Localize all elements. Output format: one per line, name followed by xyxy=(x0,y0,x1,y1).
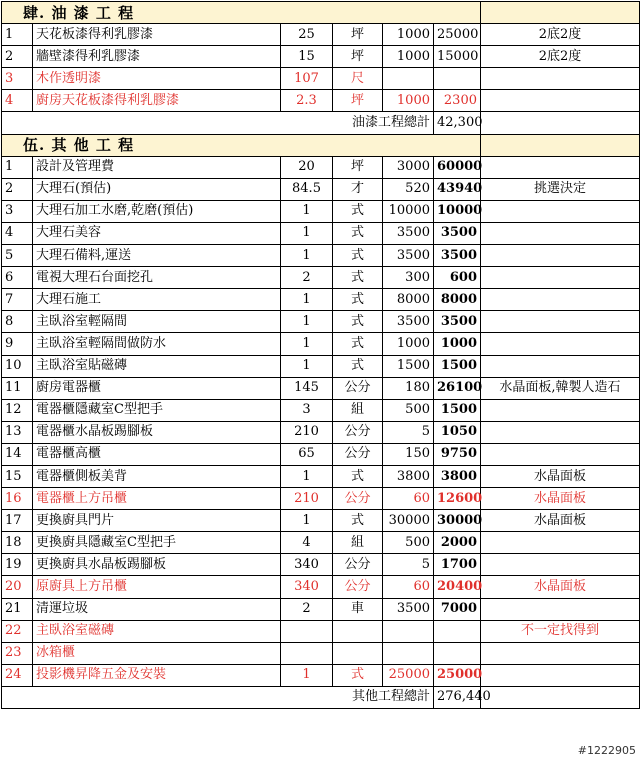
unit-price: 3500 xyxy=(383,311,434,333)
note xyxy=(481,311,640,333)
quantity: 1 xyxy=(281,510,333,532)
unit: 公分 xyxy=(333,377,383,399)
unit: 公分 xyxy=(333,554,383,576)
total-value: 276,440 xyxy=(434,686,481,708)
amount: 600 xyxy=(434,267,481,289)
note: 水晶面板,韓製人造石 xyxy=(481,377,640,399)
table-row xyxy=(2,178,640,200)
row-number: 22 xyxy=(2,620,33,642)
note xyxy=(481,156,640,178)
amount: 3500 xyxy=(434,311,481,333)
unit-price: 1000 xyxy=(383,46,434,68)
note xyxy=(481,267,640,289)
item-name: 主臥浴室貼磁磚 xyxy=(33,355,281,377)
item-name: 主臥浴室輕隔間 xyxy=(33,311,281,333)
item-name: 大理石(預估) xyxy=(33,178,281,200)
item-name: 大理石美容 xyxy=(33,222,281,244)
note: 水晶面板 xyxy=(481,510,640,532)
item-name: 清運垃圾 xyxy=(33,598,281,620)
table-row xyxy=(2,598,640,620)
table-row xyxy=(2,200,640,222)
other-section-header xyxy=(2,134,640,156)
unit-price: 500 xyxy=(383,399,434,421)
row-number: 1 xyxy=(2,24,33,46)
table-row xyxy=(2,576,640,598)
row-number: 14 xyxy=(2,443,33,465)
item-name: 大理石加工水磨,乾磨(預估) xyxy=(33,200,281,222)
amount: 3500 xyxy=(434,245,481,267)
amount: 25000 xyxy=(434,664,481,686)
quantity: 145 xyxy=(281,377,333,399)
item-name: 冰箱櫃 xyxy=(33,642,281,664)
quantity: 210 xyxy=(281,488,333,510)
unit-price: 30000 xyxy=(383,510,434,532)
unit: 公分 xyxy=(333,421,383,443)
row-number: 17 xyxy=(2,510,33,532)
unit: 才 xyxy=(333,178,383,200)
amount: 2300 xyxy=(434,90,481,112)
row-number: 4 xyxy=(2,90,33,112)
quantity: 107 xyxy=(281,68,333,90)
total-label: 油漆工程總計 xyxy=(2,112,434,134)
amount xyxy=(434,642,481,664)
unit-price: 1500 xyxy=(383,355,434,377)
quantity: 1 xyxy=(281,245,333,267)
quantity: 15 xyxy=(281,46,333,68)
row-number: 16 xyxy=(2,488,33,510)
note xyxy=(481,532,640,554)
table-row xyxy=(2,443,640,465)
row-number: 24 xyxy=(2,664,33,686)
amount: 43940 xyxy=(434,178,481,200)
quantity: 340 xyxy=(281,576,333,598)
item-name: 投影機昇降五金及安裝 xyxy=(33,664,281,686)
unit: 公分 xyxy=(333,488,383,510)
item-name: 廚房天花板漆得利乳膠漆 xyxy=(33,90,281,112)
unit-price: 520 xyxy=(383,178,434,200)
total-label: 其他工程總計 xyxy=(2,686,434,708)
note xyxy=(481,68,640,90)
unit: 式 xyxy=(333,289,383,311)
other-total-section xyxy=(2,686,640,708)
unit xyxy=(333,620,383,642)
row-number: 1 xyxy=(2,156,33,178)
row-number: 7 xyxy=(2,289,33,311)
row-number: 12 xyxy=(2,399,33,421)
note xyxy=(481,443,640,465)
unit: 坪 xyxy=(333,24,383,46)
note: 水晶面板 xyxy=(481,488,640,510)
unit: 坪 xyxy=(333,90,383,112)
unit: 車 xyxy=(333,598,383,620)
table-row xyxy=(2,642,640,664)
unit-price: 3500 xyxy=(383,245,434,267)
row-number: 3 xyxy=(2,68,33,90)
unit-price: 300 xyxy=(383,267,434,289)
amount: 1500 xyxy=(434,355,481,377)
row-number: 19 xyxy=(2,554,33,576)
unit-price: 60 xyxy=(383,488,434,510)
quantity: 25 xyxy=(281,24,333,46)
unit-price: 5 xyxy=(383,421,434,443)
unit-price: 10000 xyxy=(383,200,434,222)
note xyxy=(481,200,640,222)
quantity: 3 xyxy=(281,399,333,421)
unit-price: 1000 xyxy=(383,90,434,112)
unit-price: 3500 xyxy=(383,222,434,244)
table-row xyxy=(2,90,640,112)
unit-price: 180 xyxy=(383,377,434,399)
table-row xyxy=(2,46,640,68)
quantity: 340 xyxy=(281,554,333,576)
quotation-table xyxy=(1,1,640,709)
table-row xyxy=(2,377,640,399)
table-row xyxy=(2,311,640,333)
note xyxy=(481,333,640,355)
quantity xyxy=(281,642,333,664)
unit: 式 xyxy=(333,333,383,355)
row-number: 4 xyxy=(2,222,33,244)
unit: 式 xyxy=(333,510,383,532)
unit-price: 60 xyxy=(383,576,434,598)
note: 不一定找得到 xyxy=(481,620,640,642)
unit: 坪 xyxy=(333,46,383,68)
note xyxy=(481,664,640,686)
item-name: 設計及管理費 xyxy=(33,156,281,178)
quantity: 1 xyxy=(281,333,333,355)
table-row xyxy=(2,68,640,90)
note: 2底2度 xyxy=(481,24,640,46)
row-number: 10 xyxy=(2,355,33,377)
item-name: 更換廚具隱藏室C型把手 xyxy=(33,532,281,554)
quantity: 1 xyxy=(281,289,333,311)
quantity: 2 xyxy=(281,267,333,289)
amount: 26100 xyxy=(434,377,481,399)
table-row xyxy=(2,24,640,46)
item-name: 牆壁漆得利乳膠漆 xyxy=(33,46,281,68)
item-name: 電視大理石台面挖孔 xyxy=(33,267,281,289)
amount: 25000 xyxy=(434,24,481,46)
row-number: 9 xyxy=(2,333,33,355)
quantity xyxy=(281,620,333,642)
note xyxy=(481,421,640,443)
paint-total-section xyxy=(2,112,640,134)
quantity: 1 xyxy=(281,311,333,333)
unit: 公分 xyxy=(333,576,383,598)
item-name: 電器櫃隱藏室C型把手 xyxy=(33,399,281,421)
unit-price: 1000 xyxy=(383,333,434,355)
quantity: 1 xyxy=(281,222,333,244)
amount: 20400 xyxy=(434,576,481,598)
quantity: 1 xyxy=(281,465,333,487)
unit-price: 25000 xyxy=(383,664,434,686)
unit-price: 3000 xyxy=(383,156,434,178)
item-name: 主臥浴室磁磚 xyxy=(33,620,281,642)
table-row xyxy=(2,510,640,532)
item-name: 天花板漆得利乳膠漆 xyxy=(33,24,281,46)
unit: 式 xyxy=(333,355,383,377)
quantity: 84.5 xyxy=(281,178,333,200)
amount: 8000 xyxy=(434,289,481,311)
note xyxy=(481,245,640,267)
amount: 3800 xyxy=(434,465,481,487)
item-name: 電器櫃高櫃 xyxy=(33,443,281,465)
amount: 2000 xyxy=(434,532,481,554)
table-row xyxy=(2,664,640,686)
quantity: 65 xyxy=(281,443,333,465)
row-number: 21 xyxy=(2,598,33,620)
amount: 30000 xyxy=(434,510,481,532)
note xyxy=(481,90,640,112)
unit-price: 5 xyxy=(383,554,434,576)
unit: 組 xyxy=(333,399,383,421)
row-number: 13 xyxy=(2,421,33,443)
amount: 15000 xyxy=(434,46,481,68)
note xyxy=(481,399,640,421)
table-row xyxy=(2,355,640,377)
unit-price: 1000 xyxy=(383,24,434,46)
section-title: 伍. 其 他 工 程 xyxy=(23,136,135,155)
unit: 式 xyxy=(333,664,383,686)
table-row xyxy=(2,488,640,510)
table-row xyxy=(2,465,640,487)
item-name: 電器櫃上方吊櫃 xyxy=(33,488,281,510)
row-number: 15 xyxy=(2,465,33,487)
row-number: 8 xyxy=(2,311,33,333)
amount: 3500 xyxy=(434,222,481,244)
unit: 式 xyxy=(333,465,383,487)
total-value: 42,300 xyxy=(434,112,481,134)
item-name: 更換廚具門片 xyxy=(33,510,281,532)
other-section xyxy=(2,156,640,686)
quantity: 2 xyxy=(281,598,333,620)
unit: 式 xyxy=(333,245,383,267)
unit-price: 150 xyxy=(383,443,434,465)
quantity: 1 xyxy=(281,200,333,222)
amount: 12600 xyxy=(434,488,481,510)
amount: 1500 xyxy=(434,399,481,421)
unit-price xyxy=(383,68,434,90)
quantity: 210 xyxy=(281,421,333,443)
unit: 尺 xyxy=(333,68,383,90)
row-number: 18 xyxy=(2,532,33,554)
amount xyxy=(434,620,481,642)
unit-price: 3500 xyxy=(383,598,434,620)
amount: 10000 xyxy=(434,200,481,222)
item-name: 廚房電器櫃 xyxy=(33,377,281,399)
amount: 1700 xyxy=(434,554,481,576)
row-number: 2 xyxy=(2,178,33,200)
unit: 式 xyxy=(333,311,383,333)
note xyxy=(481,554,640,576)
quantity: 2.3 xyxy=(281,90,333,112)
table-row xyxy=(2,245,640,267)
section-header-other xyxy=(2,134,640,156)
table-row xyxy=(2,399,640,421)
unit: 組 xyxy=(333,532,383,554)
total-row xyxy=(2,112,640,134)
row-number: 2 xyxy=(2,46,33,68)
unit xyxy=(333,642,383,664)
table-row xyxy=(2,333,640,355)
note xyxy=(481,642,640,664)
row-number: 5 xyxy=(2,245,33,267)
table-row xyxy=(2,289,640,311)
amount: 9750 xyxy=(434,443,481,465)
table-row xyxy=(2,532,640,554)
item-name: 木作透明漆 xyxy=(33,68,281,90)
note: 挑選決定 xyxy=(481,178,640,200)
item-name: 電器櫃側板美背 xyxy=(33,465,281,487)
unit-price: 3800 xyxy=(383,465,434,487)
amount: 7000 xyxy=(434,598,481,620)
item-name: 原廚具上方吊櫃 xyxy=(33,576,281,598)
table-row xyxy=(2,620,640,642)
quantity: 1 xyxy=(281,664,333,686)
unit: 式 xyxy=(333,267,383,289)
note xyxy=(481,222,640,244)
quantity: 20 xyxy=(281,156,333,178)
note xyxy=(481,289,640,311)
unit: 式 xyxy=(333,200,383,222)
watermark-id: #1222905 xyxy=(577,744,636,757)
unit: 式 xyxy=(333,222,383,244)
unit: 公分 xyxy=(333,443,383,465)
unit-price xyxy=(383,642,434,664)
table-row xyxy=(2,267,640,289)
note: 2底2度 xyxy=(481,46,640,68)
section-header-paint xyxy=(2,2,640,24)
row-number: 11 xyxy=(2,377,33,399)
section-title: 肆. 油 漆 工 程 xyxy=(23,3,135,22)
row-number: 23 xyxy=(2,642,33,664)
amount: 60000 xyxy=(434,156,481,178)
table-row xyxy=(2,156,640,178)
total-row xyxy=(2,686,640,708)
table-row xyxy=(2,421,640,443)
unit-price xyxy=(383,620,434,642)
note xyxy=(481,598,640,620)
unit-price: 500 xyxy=(383,532,434,554)
note: 水晶面板 xyxy=(481,576,640,598)
amount: 1000 xyxy=(434,333,481,355)
quantity: 1 xyxy=(281,355,333,377)
row-number: 6 xyxy=(2,267,33,289)
paint-section xyxy=(2,2,640,112)
unit-price: 8000 xyxy=(383,289,434,311)
table-row xyxy=(2,554,640,576)
table-row xyxy=(2,222,640,244)
note xyxy=(481,355,640,377)
amount: 1050 xyxy=(434,421,481,443)
row-number: 20 xyxy=(2,576,33,598)
item-name: 主臥浴室輕隔間做防水 xyxy=(33,333,281,355)
row-number: 3 xyxy=(2,200,33,222)
item-name: 更換廚具水晶板踢腳板 xyxy=(33,554,281,576)
unit: 坪 xyxy=(333,156,383,178)
amount xyxy=(434,68,481,90)
quantity: 4 xyxy=(281,532,333,554)
item-name: 大理石備料,運送 xyxy=(33,245,281,267)
note: 水晶面板 xyxy=(481,465,640,487)
item-name: 大理石施工 xyxy=(33,289,281,311)
item-name: 電器櫃水晶板踢腳板 xyxy=(33,421,281,443)
